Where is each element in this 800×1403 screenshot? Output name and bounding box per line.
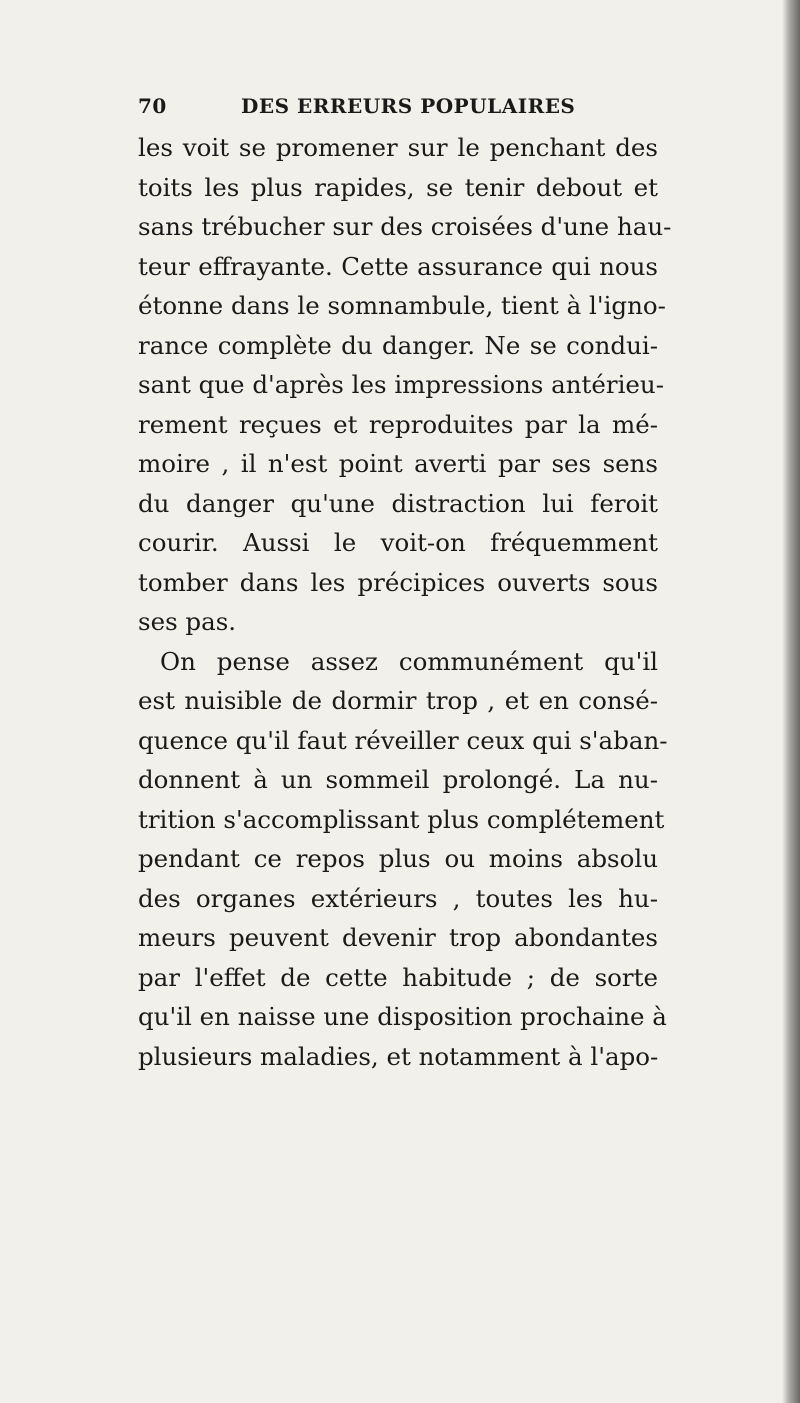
text-line: donnent à un sommeil prolongé. La nu- [138, 765, 658, 794]
text-line: étonne dans le somnambule, tient à l'igno- [138, 291, 666, 320]
text-line: par l'effet de cette habitude ; de sorte [138, 962, 658, 992]
text-line: meurs peuvent devenir trop abondantes [138, 923, 658, 952]
text-line: est nuisible de dormir trop , et en consé- [138, 686, 658, 715]
text-line: sans trébucher sur des croisées d'une hau- [138, 212, 672, 241]
text-line: sant que d'après les impressions antérieu- [138, 370, 664, 399]
paragraph-first-line: On pense assez communément qu'il [160, 646, 658, 676]
text-line: pendant ce repos plus ou moins absolu [138, 844, 658, 873]
text-line: tomber dans les précipices ouverts sous [138, 567, 658, 597]
text-line: les voit se promener sur le penchant des [138, 133, 658, 162]
body-text [138, 128, 672, 1076]
running-title: DES ERREURS POPULAIRES [241, 94, 576, 118]
text-line: rance complète du danger. Ne se condui- [138, 330, 658, 360]
text-line: rement reçues et reproduites par la mé- [138, 409, 658, 439]
text-line: moire , il n'est point averti par ses sens [138, 449, 658, 478]
page-number: 70 [138, 94, 167, 118]
text-line: plusieurs maladies, et notamment à l'apo- [138, 1041, 659, 1071]
text-line: courir. Aussi le voit-on fréquemment [138, 528, 658, 557]
text-line: teur effrayante. Cette assurance qui nous [138, 251, 658, 281]
text-line: qu'il en naisse une disposition prochaine à [138, 1002, 667, 1031]
text-line: ses pas. [138, 607, 237, 636]
text-line: des organes extérieurs , toutes les hu- [138, 883, 658, 913]
page-header [138, 94, 618, 124]
text-line: toits les plus rapides, se tenir debout et [138, 172, 658, 202]
page-edge-shadow [782, 0, 800, 1403]
text-line: quence qu'il faut réveiller ceux qui s'aban- [138, 725, 668, 755]
text-line: trition s'accomplissant plus complétement [138, 804, 665, 834]
text-line: du danger qu'une distraction lui feroit [138, 488, 658, 518]
